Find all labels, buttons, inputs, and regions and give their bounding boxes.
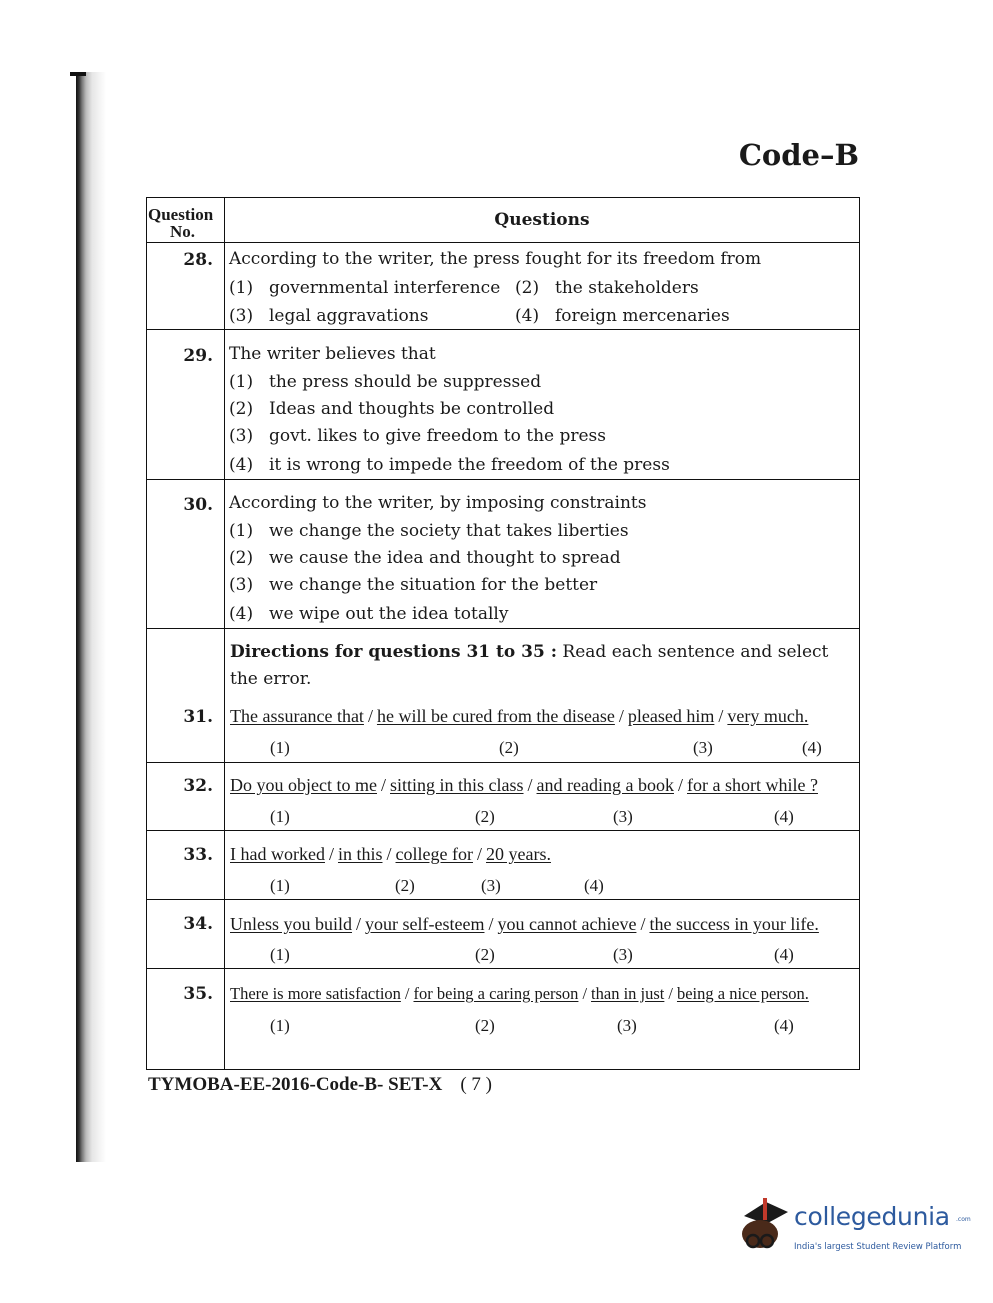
option-number: (1) bbox=[229, 278, 254, 298]
row-divider bbox=[147, 899, 859, 900]
option-number: (3) bbox=[229, 426, 254, 446]
option-number: (4) bbox=[229, 604, 254, 624]
sentence-part: Unless you build bbox=[230, 914, 353, 934]
brand-tagline: India's largest Student Review Platform bbox=[794, 1242, 962, 1252]
part-label: (2) bbox=[475, 945, 495, 964]
part-label: (3) bbox=[481, 876, 501, 895]
option-number: (1) bbox=[229, 372, 254, 392]
question-stem: According to the writer, by imposing constraints bbox=[229, 493, 647, 513]
option-number: (3) bbox=[229, 306, 254, 326]
sentence-part: he will be cured from the disease bbox=[376, 706, 615, 726]
error-sentence: There is more satisfaction / for being a caring person / than in just / being a nice person. bbox=[230, 984, 809, 1003]
option-text: we change the situation for the better bbox=[269, 575, 598, 595]
row-divider bbox=[147, 329, 859, 330]
sentence-part: pleased him bbox=[627, 706, 715, 726]
scan-mark bbox=[70, 72, 86, 76]
sentence-part: very much. bbox=[727, 706, 809, 726]
option-text: we change the society that takes liberties bbox=[269, 521, 629, 541]
option-row bbox=[515, 306, 730, 326]
sentence-part: Do you object to me bbox=[230, 775, 377, 795]
question-no-header-line2: No. bbox=[170, 222, 196, 241]
option-number: (1) bbox=[229, 521, 254, 541]
option-text: governmental interference bbox=[269, 278, 501, 298]
option-text: foreign mercenaries bbox=[555, 306, 730, 326]
directions-text bbox=[230, 639, 854, 693]
row-divider bbox=[147, 479, 859, 480]
error-sentence: Do you object to me / sitting in this class / and reading a book / for a short while ? bbox=[230, 775, 818, 795]
row-divider bbox=[147, 762, 859, 763]
part-label: (2) bbox=[395, 876, 415, 895]
option-row bbox=[229, 455, 670, 475]
question-number: 33. bbox=[183, 845, 213, 865]
sentence-part: I had worked bbox=[230, 844, 325, 864]
collegedunia-watermark bbox=[736, 1196, 971, 1266]
sentence-part: for being a caring person bbox=[413, 984, 579, 1003]
sentence-part: The assurance that bbox=[230, 706, 364, 726]
sentence-part: and reading a book bbox=[536, 775, 674, 795]
part-label: (4) bbox=[774, 945, 794, 964]
directions-body: Read each sentence and select the error. bbox=[230, 642, 829, 689]
part-label: (1) bbox=[270, 1016, 290, 1035]
option-number: (2) bbox=[229, 399, 254, 419]
sentence-part: sitting in this class bbox=[390, 775, 524, 795]
option-number: (2) bbox=[515, 278, 540, 298]
option-row bbox=[229, 306, 428, 326]
option-text: we cause the idea and thought to spread bbox=[269, 548, 621, 568]
sentence-part: 20 years. bbox=[486, 844, 551, 864]
question-number: 31. bbox=[183, 707, 213, 727]
part-label: (3) bbox=[617, 1016, 637, 1035]
option-row bbox=[229, 426, 606, 446]
part-label: (3) bbox=[613, 807, 633, 826]
part-label: (2) bbox=[499, 738, 519, 757]
question-number: 32. bbox=[183, 776, 213, 796]
table-header bbox=[147, 198, 859, 243]
option-text: the stakeholders bbox=[555, 278, 699, 298]
question-no-header bbox=[148, 206, 224, 240]
option-row bbox=[229, 372, 541, 392]
part-label: (3) bbox=[693, 738, 713, 757]
footer bbox=[148, 1074, 492, 1096]
question-stem: The writer believes that bbox=[229, 344, 436, 364]
part-label: (3) bbox=[613, 945, 633, 964]
sentence-part: There is more satisfaction bbox=[230, 984, 401, 1003]
option-number: (4) bbox=[229, 455, 254, 475]
question-number: 35. bbox=[183, 984, 213, 1004]
sentence-part: being a nice person. bbox=[676, 984, 809, 1003]
part-label: (4) bbox=[774, 807, 794, 826]
option-number: (3) bbox=[229, 575, 254, 595]
option-row bbox=[229, 548, 621, 568]
error-sentence: The assurance that / he will be cured from the disease / pleased him / very much. bbox=[230, 706, 809, 726]
option-number: (4) bbox=[515, 306, 540, 326]
part-label: (1) bbox=[270, 876, 290, 895]
page-code-title: Code–B bbox=[738, 138, 859, 172]
error-sentence: I had worked / in this / college for / 20 years. bbox=[230, 844, 551, 864]
question-table bbox=[146, 197, 860, 1070]
part-label: (2) bbox=[475, 1016, 495, 1035]
option-text: govt. likes to give freedom to the press bbox=[269, 426, 606, 446]
brand-name: collegedunia bbox=[794, 1202, 950, 1231]
row-divider bbox=[147, 830, 859, 831]
option-row bbox=[229, 521, 629, 541]
option-text: we wipe out the idea totally bbox=[269, 604, 509, 624]
option-row bbox=[229, 278, 500, 298]
scan-edge bbox=[76, 72, 106, 1162]
sentence-part: for a short while ? bbox=[687, 775, 818, 795]
part-label: (4) bbox=[802, 738, 822, 757]
questions-header: Questions bbox=[494, 210, 590, 230]
option-text: legal aggravations bbox=[269, 306, 429, 326]
option-text: the press should be suppressed bbox=[269, 372, 542, 392]
sentence-part: your self-esteem bbox=[365, 914, 485, 934]
question-no-header-line1: Question bbox=[148, 205, 214, 224]
question-number: 34. bbox=[183, 914, 213, 934]
row-divider bbox=[147, 628, 859, 629]
option-text: it is wrong to impede the freedom of the press bbox=[269, 455, 670, 475]
part-label: (1) bbox=[270, 738, 290, 757]
option-row bbox=[229, 575, 597, 595]
part-label: (4) bbox=[774, 1016, 794, 1035]
sentence-part: than in just bbox=[591, 984, 665, 1003]
brand-domain: .com bbox=[956, 1216, 971, 1223]
question-number: 29. bbox=[183, 346, 213, 366]
directions-heading: Directions for questions 31 to 35 : bbox=[230, 642, 558, 662]
part-label: (1) bbox=[270, 807, 290, 826]
sentence-part: college for bbox=[395, 844, 473, 864]
option-number: (2) bbox=[229, 548, 254, 568]
option-text: Ideas and thoughts be controlled bbox=[269, 399, 555, 419]
sentence-part: the success in your life. bbox=[649, 914, 819, 934]
part-label: (4) bbox=[584, 876, 604, 895]
option-row bbox=[229, 604, 508, 624]
option-row bbox=[229, 399, 554, 419]
collegedunia-mascot-icon bbox=[736, 1196, 792, 1258]
error-sentence: Unless you build / your self-esteem / you cannot achieve / the success in your life. bbox=[230, 914, 819, 934]
sentence-part: you cannot achieve bbox=[497, 914, 637, 934]
option-row bbox=[515, 278, 699, 298]
row-divider bbox=[147, 968, 859, 969]
question-number: 30. bbox=[183, 495, 213, 515]
question-number: 28. bbox=[183, 250, 213, 270]
question-stem: According to the writer, the press fought for its freedom from bbox=[229, 249, 762, 269]
part-label: (1) bbox=[270, 945, 290, 964]
page-number: ( 7 ) bbox=[460, 1074, 492, 1095]
footer-code: TYMOBA-EE-2016-Code-B- SET-X bbox=[148, 1074, 443, 1095]
part-label: (2) bbox=[475, 807, 495, 826]
sentence-part: in this bbox=[337, 844, 383, 864]
